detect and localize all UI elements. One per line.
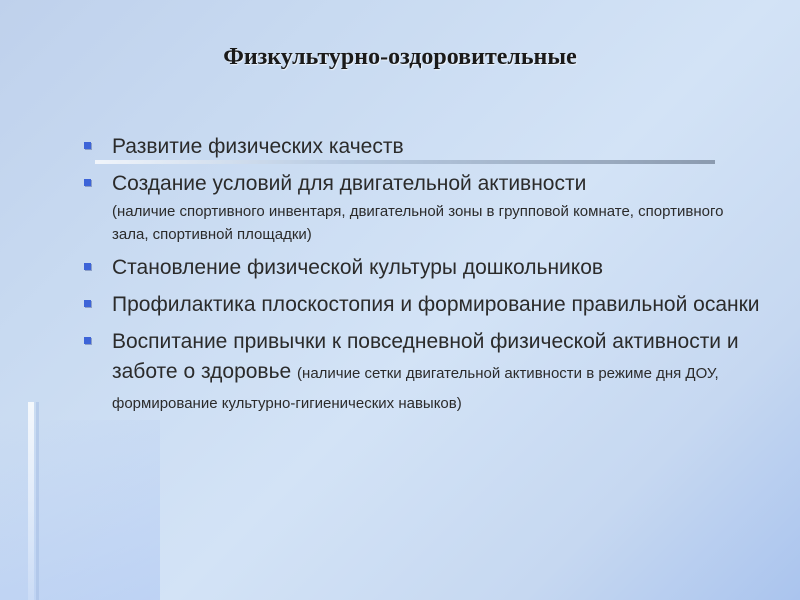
bullet-text: Создание условий для двигательной активности xyxy=(112,172,587,195)
bullet-list xyxy=(84,132,764,424)
decorative-bar-shadow xyxy=(36,402,39,600)
bullet-note: (наличие сетки двигательной активности в режиме дня ДОУ, формирование культурно-гигиенических навыков) xyxy=(112,365,719,412)
slide-title: Физкультурно-оздоровительные xyxy=(223,44,577,70)
square-bullet-icon xyxy=(84,142,91,149)
bullet-text: Воспитание привычки к повседневной физической активности и заботе о здоровье xyxy=(112,330,739,383)
square-bullet-icon xyxy=(84,263,91,270)
bullet-text: Становление физической культуры дошкольников xyxy=(112,256,604,279)
bullet-text: Развитие физических качеств xyxy=(112,135,404,158)
square-bullet-icon xyxy=(84,337,91,344)
background-decoration xyxy=(0,420,160,600)
square-bullet-icon xyxy=(84,179,91,186)
bullet-item-physical-culture xyxy=(84,253,764,283)
decorative-bar xyxy=(28,402,34,600)
bullet-item-physical-qualities xyxy=(84,132,764,162)
bullet-item-flatfoot-prevention xyxy=(84,290,764,320)
bullet-item-healthy-habits xyxy=(84,327,764,417)
bullet-note: (наличие спортивного инвентаря, двигательной зоны в групповой комнате, спортивного зала, спортивной площадки) xyxy=(112,203,724,243)
bullet-text: Профилактика плоскостопия и формирование правильной осанки xyxy=(112,293,760,316)
bullet-item-motor-activity-conditions xyxy=(84,169,764,246)
square-bullet-icon xyxy=(84,300,91,307)
